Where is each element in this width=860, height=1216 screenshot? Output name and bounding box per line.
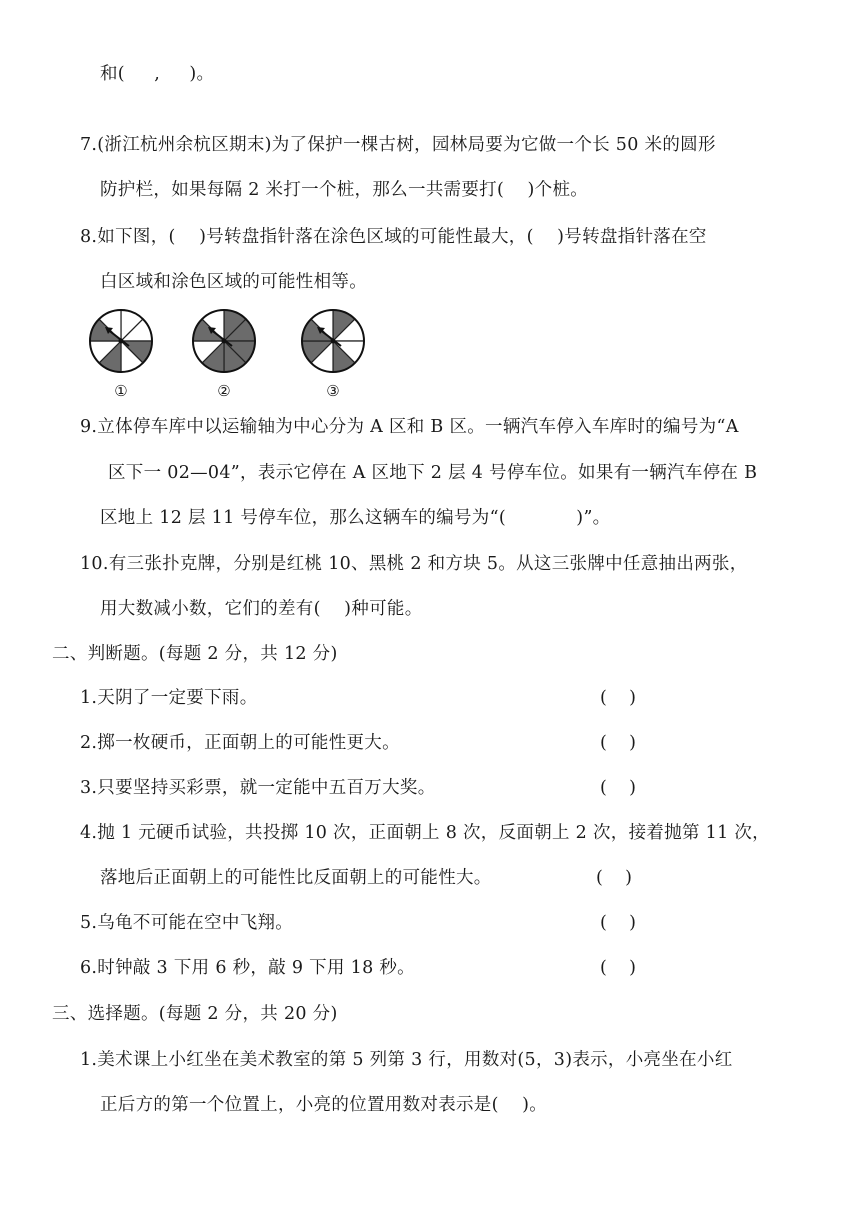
judge-answer-1: ( ) xyxy=(600,688,636,708)
judge-item-5: 5.乌龟不可能在空中飞翔。 xyxy=(80,913,294,933)
judge-item-4-cont: 落地后正面朝上的可能性比反面朝上的可能性大。 xyxy=(100,868,492,888)
judge-answer-4: ( ) xyxy=(596,868,632,888)
section-3-heading: 三、选择题。(每题 2 分，共 20 分) xyxy=(52,1004,338,1024)
judge-answer-2: ( ) xyxy=(600,733,636,753)
section-2-heading: 二、判断题。(每题 2 分，共 12 分) xyxy=(52,644,338,664)
judge-answer-6: ( ) xyxy=(600,958,636,978)
judge-item-6: 6.时钟敲 3 下用 6 秒，敲 9 下用 18 秒。 xyxy=(80,958,415,978)
q8-line-2: 白区域和涂色区域的可能性相等。 xyxy=(100,272,367,292)
judge-answer-3: ( ) xyxy=(600,778,636,798)
q9-line-3: 区地上 12 层 11 号停车位，那么这辆车的编号为“( )”。 xyxy=(100,508,611,528)
spinner-2 xyxy=(189,306,259,376)
q10-line-1: 10.有三张扑克牌，分别是红桃 10、黑桃 2 和方块 5。从这三张牌中任意抽出两张， xyxy=(80,554,748,574)
q6-answer-blanks: 和( , )。 xyxy=(100,64,215,84)
q7-line-1: 7.(浙江杭州余杭区期末)为了保护一棵古树，园林局要为它做一个长 50 米的圆形 xyxy=(80,135,716,155)
spinner-2-label: ② xyxy=(217,382,231,400)
choice-q1-line-1: 1.美术课上小红坐在美术教室的第 5 列第 3 行，用数对(5，3)表示，小亮坐在小红 xyxy=(80,1050,733,1070)
spinner-hub xyxy=(222,339,227,344)
q8-line-1: 8.如下图，( )号转盘指针落在涂色区域的可能性最大，( )号转盘指针落在空 xyxy=(80,227,707,247)
judge-item-2: 2.掷一枚硬币，正面朝上的可能性更大。 xyxy=(80,733,400,753)
spinner-3 xyxy=(298,306,368,376)
q7-line-2: 防护栏，如果每隔 2 米打一个桩，那么一共需要打( )个桩。 xyxy=(100,180,589,200)
q9-line-1: 9.立体停车库中以运输轴为中心分为 A 区和 B 区。一辆汽车停入车库时的编号为“A xyxy=(80,417,739,437)
judge-item-1: 1.天阴了一定要下雨。 xyxy=(80,688,258,708)
spinner-hub xyxy=(331,339,336,344)
q10-line-2: 用大数减小数，它们的差有( )种可能。 xyxy=(100,599,423,619)
judge-item-4: 4.抛 1 元硬币试验，共投掷 10 次，正面朝上 8 次，反面朝上 2 次，接着抛第 11 次， xyxy=(80,823,770,843)
spinner-3-label: ③ xyxy=(326,382,340,400)
choice-q1-line-2: 正后方的第一个位置上，小亮的位置用数对表示是( )。 xyxy=(100,1095,548,1115)
spinner-1 xyxy=(86,306,156,376)
judge-item-3: 3.只要坚持买彩票，就一定能中五百万大奖。 xyxy=(80,778,436,798)
spinner-hub xyxy=(119,339,124,344)
q9-line-2: 区下一 02—04”，表示它停在 A 区地下 2 层 4 号停车位。如果有一辆汽车停在 B xyxy=(108,463,758,483)
spinner-1-label: ① xyxy=(114,382,128,400)
judge-answer-5: ( ) xyxy=(600,913,636,933)
